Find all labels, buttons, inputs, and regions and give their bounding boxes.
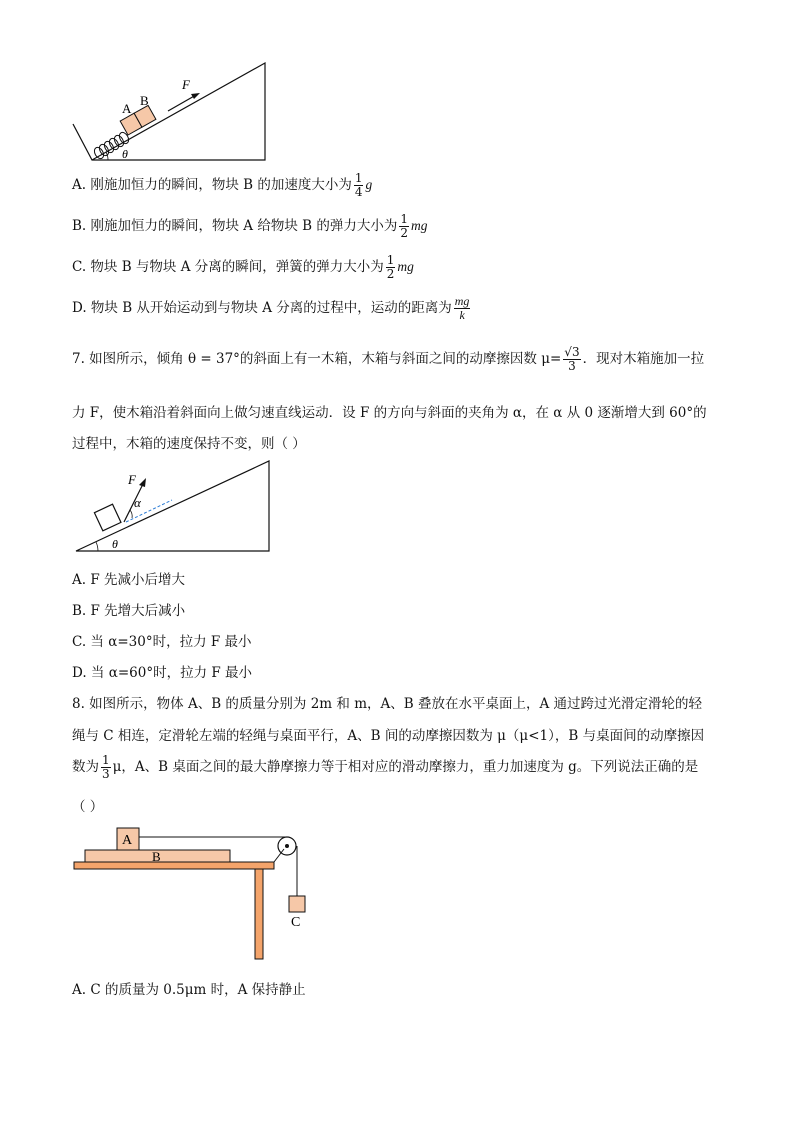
q8-option-a: A. C 的质量为 0.5μm 时，A 保持静止 (72, 982, 306, 998)
label-alpha: α (134, 495, 141, 510)
q8-stem-line2: 绳与 C 相连，定滑轮左端的轻绳与桌面平行，A、B 间的动摩擦因数为 μ（μ<1），B 与桌面间的动摩擦因 (72, 728, 705, 744)
label-b: B (152, 849, 161, 864)
figure-incline-box (72, 458, 274, 556)
label-f: F (128, 472, 136, 487)
label-f: F (182, 77, 190, 92)
label-b: B (140, 93, 149, 108)
q7-option-a: A. F 先减小后增大 (72, 572, 185, 588)
q7-stem-line3: 过程中，木箱的速度保持不变，则（ ） (72, 436, 306, 452)
q6-option-c: C. 物块 B 与物块 A 分离的瞬间，弹簧的弹力大小为 $\frac{1}{2}$ mg (72, 253, 414, 281)
label-c: C (291, 915, 301, 930)
q6-option-a: A. 刚施加恒力的瞬间，物块 B 的加速度大小为 $\frac{1}{4}$ g (72, 171, 373, 199)
label-a: A (122, 833, 133, 848)
wooden-box (94, 504, 121, 531)
q7-stem-line2: 力 F，使木箱沿着斜面向上做匀速直线运动．设 F 的方向与斜面的夹角为 α，在 α 从 0 逐渐增大到 60°的 (72, 405, 707, 421)
q6-option-b: B. 刚施加恒力的瞬间，物块 A 给物块 B 的弹力大小为 $\frac{1}{2}$ mg (72, 212, 428, 240)
q7-option-b: B. F 先增大后减小 (72, 603, 186, 619)
figure-incline-spring (70, 58, 270, 164)
q7-option-c: C. 当 α=30°时，拉力 F 最小 (72, 634, 252, 650)
figure-table-pulley (72, 824, 312, 964)
label-theta: θ (122, 147, 128, 161)
q7-option-d: D. 当 α=60°时，拉力 F 最小 (72, 665, 253, 681)
label-a: A (122, 101, 132, 116)
label-theta: θ (112, 537, 118, 551)
q6-option-d: D. 物块 B 从开始运动到与物块 A 分离的过程中，运动的距离为 $\frac{mg}{k}$ (72, 294, 470, 322)
q8-stem-line3: 数为 $\frac{1}{3}$ μ，A、B 桌面之间的最大静摩擦力等于相对应的滑动摩擦力，重力加速度为 g。下列说法正确的是 (72, 753, 699, 781)
q8-stem-line1: 8. 如图所示，物体 A、B 的质量分别为 2m 和 m，A、B 叠放在水平桌面上，A 通过跨过光滑定滑轮的轻 (72, 696, 702, 712)
q8-stem-line4: （ ） (72, 799, 104, 815)
q7-stem-line1: 7. 如图所示，倾角 θ = 37°的斜面上有一木箱，木箱与斜面之间的动摩擦因数 μ= $\frac{√3}{3}$ ．现对木箱施加一拉 (72, 345, 705, 373)
block-c (289, 896, 305, 912)
